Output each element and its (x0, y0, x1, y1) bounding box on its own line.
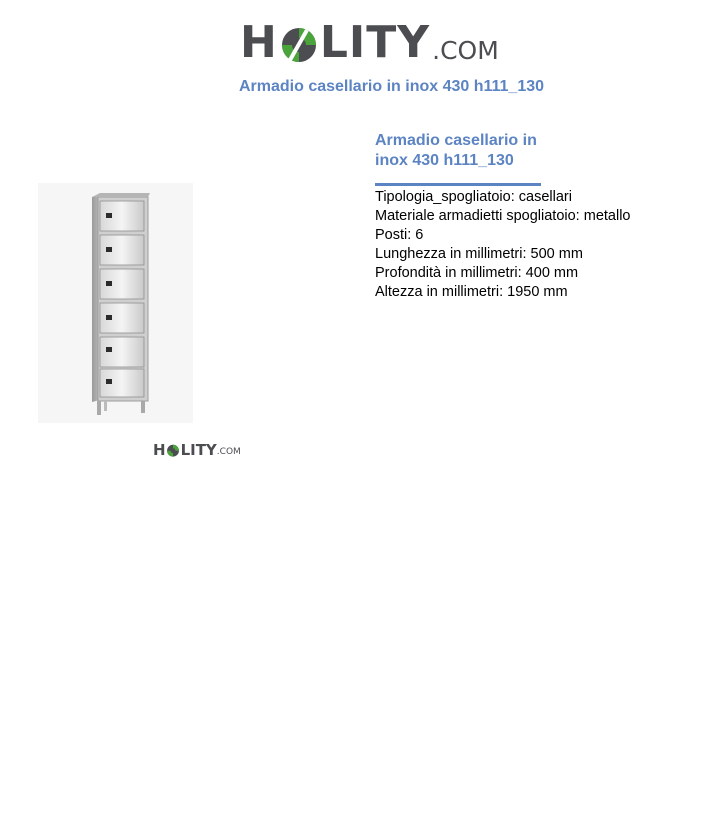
logo-o-icon (279, 20, 319, 66)
logo-text-lity: LITY (319, 17, 431, 68)
spec-item: Tipologia_spogliatoio: casellari (375, 189, 572, 205)
spec-item: Posti: 6 (375, 227, 424, 243)
spec-list (375, 188, 695, 302)
spec-item: Profondità in millimetri: 400 mm (375, 265, 579, 281)
logo-text-h: H (240, 17, 278, 68)
product-details (375, 131, 695, 302)
product-title: Armadio casellario in inox 430 h111_130 (375, 132, 537, 169)
spec-item: Materiale armadietti spogliatoio: metallo (375, 208, 631, 224)
small-logo-o-icon (166, 442, 180, 458)
spec-item: Altezza in millimetri: 1950 mm (375, 284, 568, 300)
small-logo-text-h: H (153, 441, 166, 459)
locker-cabinet-image (38, 183, 193, 423)
title-divider (375, 183, 541, 186)
logo-domain: .COM (432, 36, 499, 65)
page-title: Armadio casellario in inox 430 h111_130 (238, 78, 545, 95)
spec-item: Lunghezza in millimetri: 500 mm (375, 246, 583, 262)
small-logo-domain: .COM (216, 447, 241, 457)
small-brand-logo (153, 442, 241, 458)
brand-logo[interactable] (240, 10, 499, 68)
small-logo-text-lity: LITY (180, 441, 217, 459)
